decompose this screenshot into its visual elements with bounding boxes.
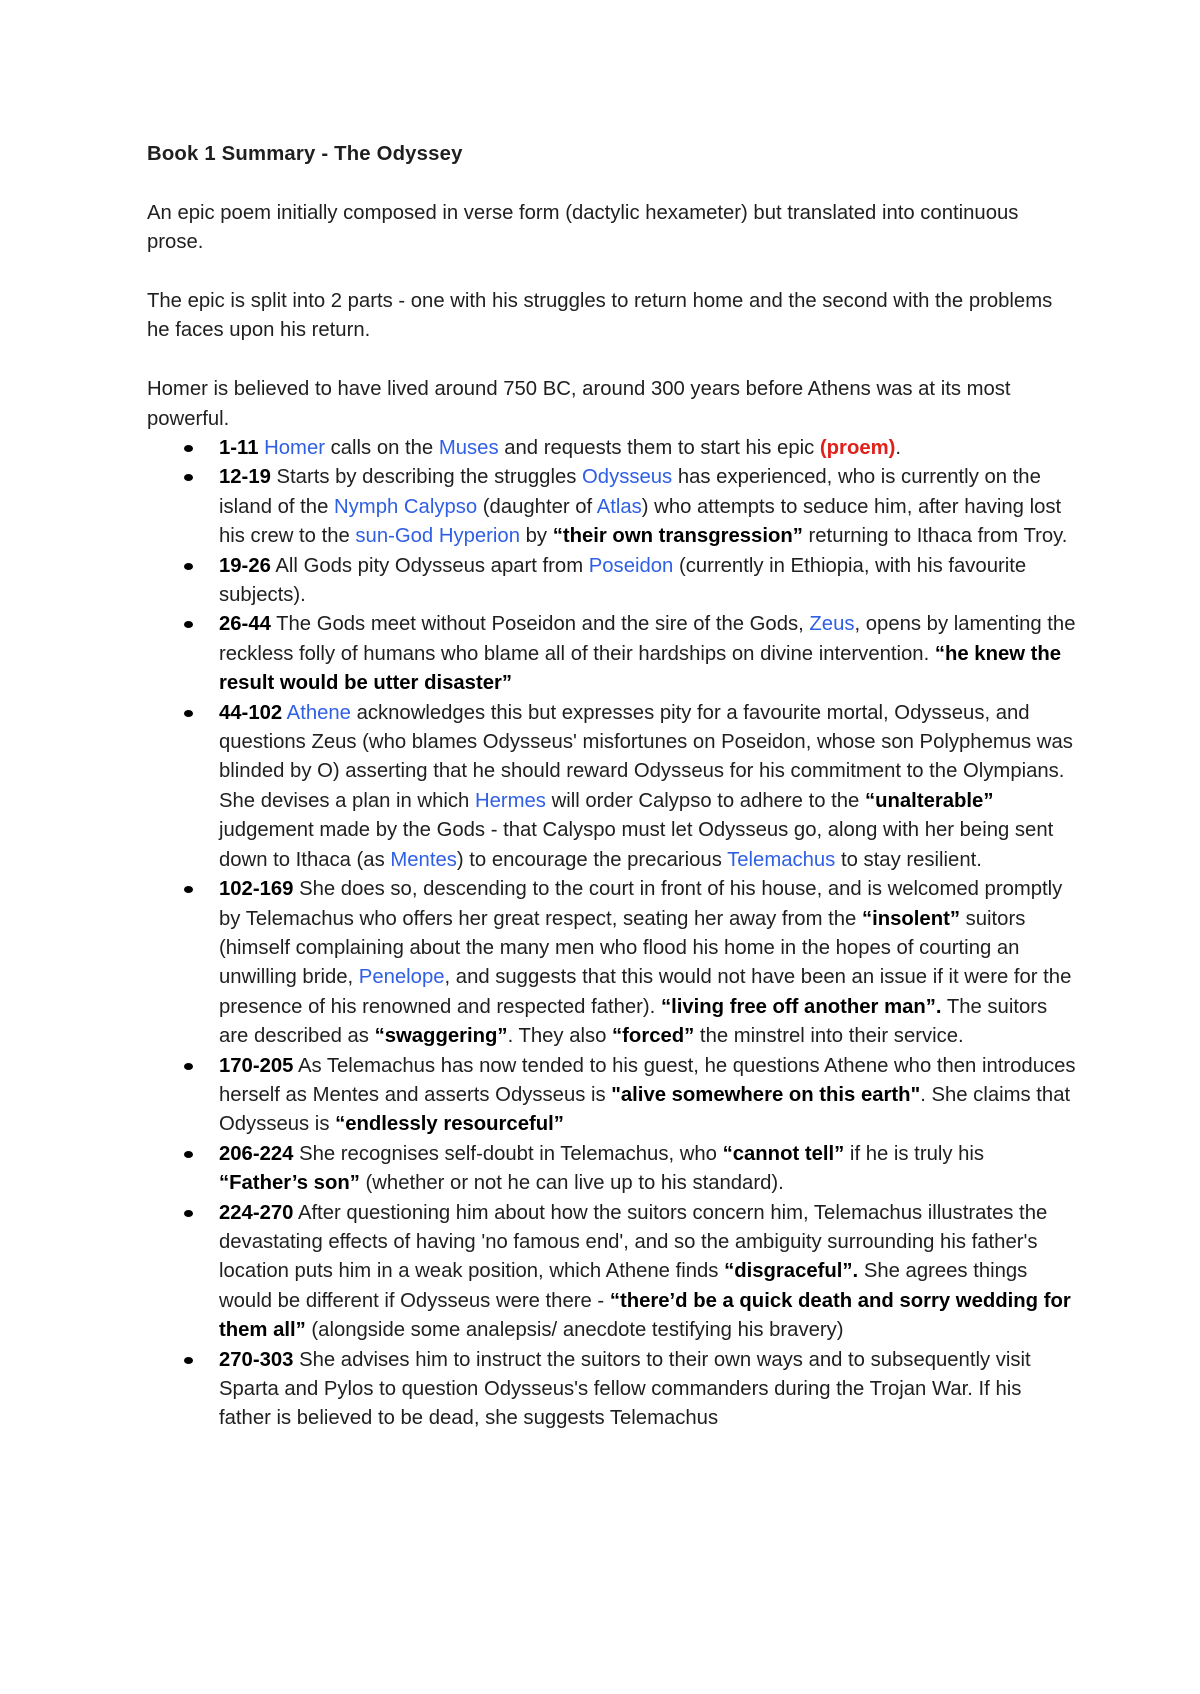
quote-text: “endlessly resourceful” [335,1113,564,1136]
character-name: Poseidon [588,554,674,577]
intro-paragraph-1: An epic poem initially composed in verse form (dactylic hexameter) but translated into continuous prose. [147,201,1019,254]
note-text: by [520,525,553,548]
note-text: to stay resilient. [835,848,982,871]
note-item [147,1052,1077,1140]
character-name: Mentes [390,848,457,871]
bullet-icon [184,474,193,481]
note-text: The Gods meet without Poseidon and the sire of the Gods, [270,613,810,636]
note-text: . They also [507,1025,613,1048]
character-name: Nymph Calypso [334,495,478,518]
note-text: if he is truly his [844,1142,985,1165]
quote-text: “insolent” [861,907,960,930]
line-range: 170-205 [219,1054,294,1077]
line-range: 206-224 [219,1142,294,1165]
note-text: All Gods pity Odysseus apart from [270,554,589,577]
document-body [147,140,1077,1434]
bullet-icon [184,621,193,628]
note-text: Starts by describing the struggles [270,466,583,489]
note-text: judgement made by the Gods - that Calyspo must let Odysseus go, along with her being sent down to Ithaca (as [219,819,1054,871]
note-item [147,1199,1077,1346]
intro-paragraph-2: The epic is split into 2 parts - one with his struggles to return home and the second with the problems he faces upon his return. [147,290,1053,342]
note-text: ) to encourage the precarious [456,848,728,871]
note-item [147,434,1077,463]
character-name: Homer [264,437,325,460]
bullet-icon [184,563,193,570]
bullet-icon [184,445,193,452]
note-item [147,1346,1077,1434]
note-text: the minstrel into their service. [694,1025,964,1048]
note-item [147,699,1077,875]
quote-text: “there’d be a quick death and sorry wedding for them all” [219,1289,1071,1342]
quote-text: “Father’s son” [219,1172,360,1195]
character-name: Telemachus [727,848,836,871]
note-text: She does so, descending to the court in front of his house, and is welcomed promptly by Telemachus who offers her great respect, seating her away from the [219,878,1063,930]
quote-text: “swaggering” [374,1025,508,1048]
character-name: Athene [286,701,351,724]
note-text: . She claims that Odysseus is [219,1083,1071,1136]
bullet-icon [184,886,193,893]
document-title: Book 1 Summary - The Odyssey [147,143,463,165]
quote-text: “their own transgression” [552,525,803,548]
note-text: (whether or not he can live up to his standard). [359,1172,784,1195]
bullet-icon [184,1357,193,1364]
character-name: Zeus [809,613,855,636]
quote-text: “he knew the result would be utter disaster” [219,642,1062,695]
character-name: Hermes [474,789,546,812]
note-text: will order Calypso to adhere to the [545,789,865,812]
note-text: calls on the [324,437,439,460]
note-text: and requests them to start his epic [498,437,820,460]
note-text: suitors (himself complaining about the many men who flood his home in the hopes of courting an unwilling bride, [219,907,1026,989]
character-name: Penelope [358,966,445,989]
character-name: sun-God Hyperion [355,525,520,548]
line-range: 12-19 [219,466,271,489]
bullet-icon [184,1210,193,1217]
note-text: returning to Ithaca from Troy. [802,525,1068,548]
note-text: (alongside some analepsis/ anecdote testifying his bravery) [305,1319,844,1342]
note-text: . [895,437,902,460]
intro-paragraph-3: Homer is believed to have lived around 750 BC, around 300 years before Athens was at its most powerful. [147,378,1011,430]
note-text: has experienced, who is currently on the island of the [219,466,1041,518]
line-range: 19-26 [219,554,271,577]
note-item [147,463,1077,551]
note-text: , and suggests that this would not have been an issue if it were for the presence of his renowned and respected father). [219,966,1072,1018]
note-text: , opens by lamenting the reckless folly of humans who blame all of their hardships on divine intervention. [219,613,1076,665]
line-range: 26-44 [219,613,271,636]
bullet-icon [184,710,193,717]
quote-text: “unalterable” [864,789,994,812]
note-text: She recognises self-doubt in Telemachus, who [293,1142,723,1165]
character-name: Atlas [596,495,642,518]
note-item [147,875,1077,1051]
note-text: She advises him to instruct the suitors to their own ways and to subsequently visit Sparta and Pylos to question Odysseus's fellow commanders during the Trojan War. If his father is believed to be dead, she suggests Telemachus [219,1348,1031,1430]
line-range: 1-11 [219,437,259,460]
line-range: 270-303 [219,1348,294,1371]
note-text: ) who attempts to seduce him, after having lost his crew to the [219,495,1062,548]
term-highlight: (proem) [819,437,896,460]
note-text: (daughter of [477,495,597,518]
quote-text: “living free off another man”. [660,995,942,1018]
note-item [147,1140,1077,1199]
note-item [147,610,1077,698]
note-text: acknowledges this but expresses pity for a favourite mortal, Odysseus, and questions Zeus (who blames Odysseus' misfortunes on Poseidon, whose son Polyphemus was blinded by O) asserting that he should reward Odysseus for his commitment to the Olympians. She devises a plan in which [219,701,1073,812]
quote-text: “cannot tell” [722,1142,845,1165]
note-text: After questioning him about how the suitors concern him, Telemachus illustrates the devastating effects of having 'no famous end', and so the ambiguity surrounding his father's location puts him in a weak position, which Athene finds [219,1201,1048,1283]
line-notes-list [147,434,1077,1434]
bullet-icon [184,1063,193,1070]
note-item [147,552,1077,611]
quote-text: "alive somewhere on this earth" [611,1083,921,1106]
note-text: (currently in Ethiopia, with his favourite subjects). [219,554,1027,607]
quote-text: “disgraceful”. [724,1260,859,1283]
bullet-icon [184,1151,193,1158]
note-text: As Telemachus has now tended to his guest, he questions Athene who then introduces herself as Mentes and asserts Odysseus is [219,1054,1076,1106]
line-range: 44-102 [219,701,283,724]
note-text: She agrees things would be different if Odysseus were there - [219,1260,1028,1312]
line-range: 102-169 [219,878,294,901]
note-text: The suitors are described as [219,995,1048,1048]
character-name: Muses [438,437,499,460]
character-name: Odysseus [582,466,673,489]
line-range: 224-270 [219,1201,294,1224]
quote-text: “forced” [612,1025,695,1048]
